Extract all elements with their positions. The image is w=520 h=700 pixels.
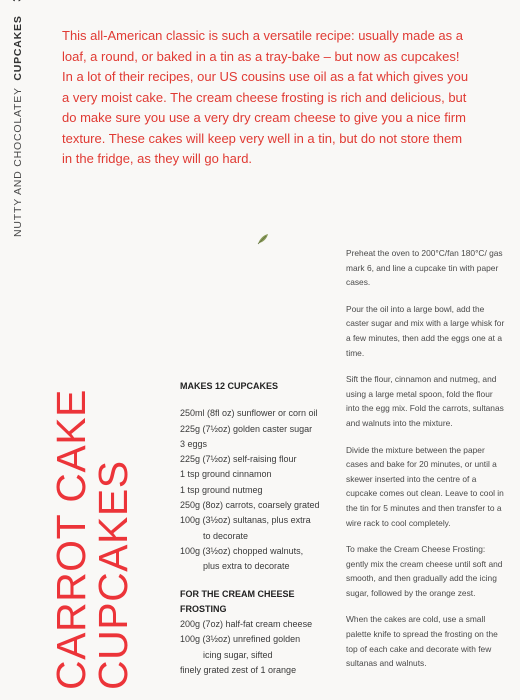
ingredient-line: 250ml (8fl oz) sunflower or corn oil xyxy=(180,408,318,419)
recipe-title xyxy=(50,389,134,690)
method-step: When the cakes are cold, use a small palette knife to spread the frosting on the top of each cake and decorate with few sultanas and walnuts. xyxy=(346,614,498,669)
method-step: Pour the oil into a large bowl, add the caster sugar and mix with a large whisk for a few minutes, then add the eggs one at a time. xyxy=(346,303,505,358)
ingredient-line: 100g (3½oz) chopped walnuts, xyxy=(180,545,304,556)
frosting-ingredient-line: icing sugar, sifted xyxy=(203,649,273,660)
ingredient-line: 225g (7½oz) self-raising flour xyxy=(180,454,297,465)
frosting-heading: FROSTING xyxy=(180,603,227,614)
makes-heading: MAKES 12 CUPCAKES xyxy=(180,381,279,391)
method-step: Sift the flour, cinnamon and nutmeg, and using a large metal spoon, fold the flour into the egg mix. Fold the carrots, sultanas and walnuts into the mixture. xyxy=(346,374,504,428)
frosting-ingredient-line: finely grated zest of 1 orange xyxy=(180,665,297,676)
ingredient-line: 1 tsp ground nutmeg xyxy=(180,484,263,495)
recipe-title-line-1: CARROT CAKE xyxy=(48,389,94,690)
header-section: CUPCAKES xyxy=(12,15,24,81)
recipe-title-line-2: CUPCAKES xyxy=(90,460,136,690)
header-category: NUTTY AND CHOCOLATEY xyxy=(12,87,24,237)
frosting-ingredient-line: 100g (3½oz) unrefined golden xyxy=(180,634,301,645)
method-step: Preheat the oven to 200°C/fan 180°C/ gas mark 6, and line a cupcake tin with paper cases. xyxy=(346,248,503,288)
leaf-icon xyxy=(256,232,270,246)
ingredient-line: 225g (7½oz) golden caster sugar xyxy=(180,423,313,434)
running-header xyxy=(6,15,30,242)
frosting-ingredient-line: 200g (7oz) half-fat cream cheese xyxy=(180,619,313,630)
ingredient-line: to decorate xyxy=(203,530,249,541)
page-number xyxy=(10,0,24,2)
method-steps xyxy=(346,246,508,683)
intro-paragraph: This all-American classic is such a versatile recipe: usually made as a loaf, a round, or baked in a tin as a tray-bake – but now as cupcakes! In a lot of their recipes, our US cousins use oil as a fat which gives you a very moist cake. The cream cheese frosting is rich and delicious, but do make sure you use a very dry cream cheese to give you a nice firm texture. These cakes will keep very well in a tin, but do not store them in the fridge, as they will go hard. xyxy=(62,28,469,166)
ingredients-list xyxy=(180,379,330,678)
frosting-heading: FOR THE CREAM CHEESE xyxy=(180,588,295,599)
method-step: Divide the mixture between the paper cases and bake for 20 minutes, or until a skewer inserted into the centre of a cupcake comes out clean. Leave to cool in the tin for 5 minutes and then transfer to a wire rack to cool completely. xyxy=(346,444,504,528)
ingredient-line: 3 eggs xyxy=(180,438,208,449)
ingredient-line: plus extra to decorate xyxy=(203,561,290,572)
ingredient-line: 250g (8oz) carrots, coarsely grated xyxy=(180,500,320,511)
ingredient-line: 1 tsp ground cinnamon xyxy=(180,469,272,480)
method-step: To make the Cream Cheese Frosting: gently mix the cream cheese until soft and smooth, and then gradually add the icing sugar, followed by the orange zest. xyxy=(346,544,503,598)
ingredient-line: 100g (3½oz) sultanas, plus extra xyxy=(180,515,311,526)
